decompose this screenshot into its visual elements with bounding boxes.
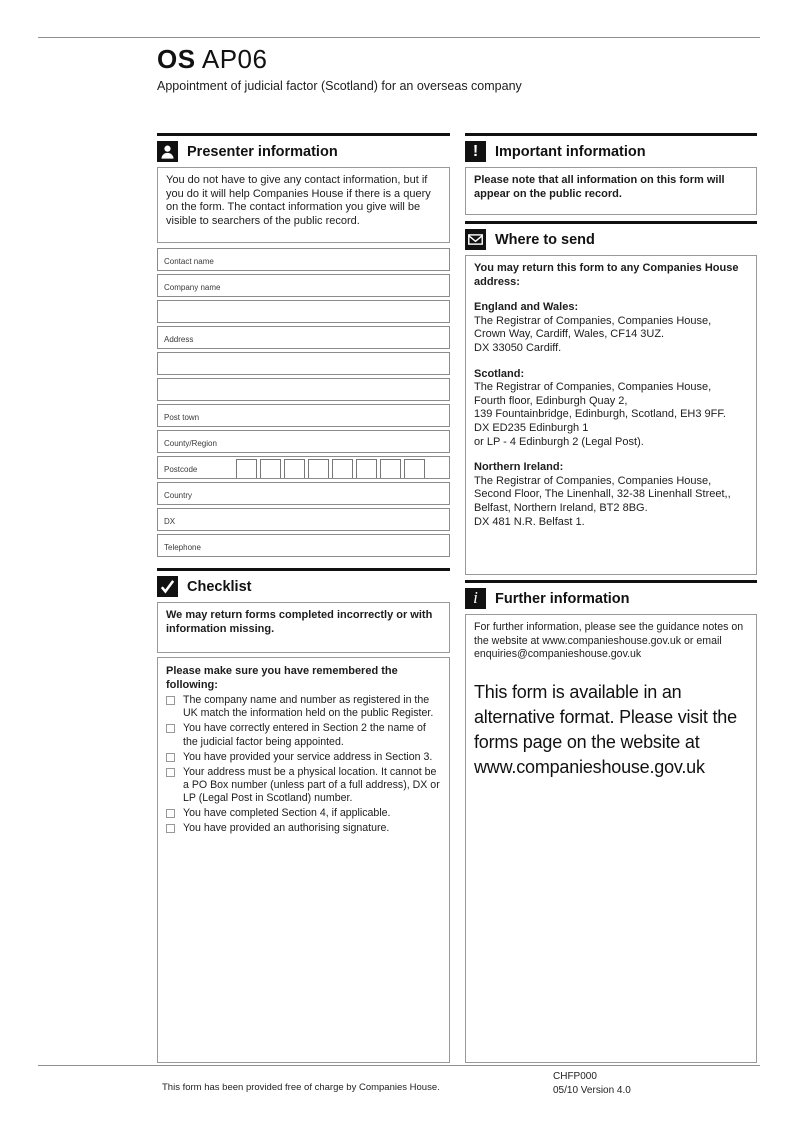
postcode-cell[interactable]	[236, 459, 257, 478]
important-section-header	[465, 133, 757, 167]
footer-version: 05/10 Version 4.0	[553, 1084, 631, 1096]
envelope-icon	[465, 229, 486, 250]
checklist-item	[166, 766, 440, 806]
field-county-region[interactable]	[157, 430, 450, 453]
checklist-item-text: The company name and number as registered in the UK match the information held on the public Register.	[183, 694, 434, 720]
further-info-box	[465, 614, 757, 1063]
field-label: Company name	[164, 283, 221, 292]
form-code	[157, 44, 522, 75]
postcode-cell[interactable]	[332, 459, 353, 478]
checklist-item-text: You have correctly entered in Section 2 the name of the judicial factor being appointed.	[183, 722, 426, 748]
checklist-section-title: Checklist	[187, 578, 252, 595]
postcode-cell[interactable]	[308, 459, 329, 478]
left-column	[157, 133, 450, 1063]
footer-rule	[38, 1065, 760, 1066]
postcode-cell[interactable]	[260, 459, 281, 478]
presenter-intro-text: You do not have to give any contact information, but if you do it will help Companies House if there is a query on the form. The contact information you give will be visible to searchers of the public record.	[166, 174, 431, 227]
field-country[interactable]	[157, 482, 450, 505]
address-line: DX 481 N.R. Belfast 1.	[474, 515, 585, 528]
checkbox[interactable]	[166, 753, 175, 762]
checklist-item	[166, 822, 440, 835]
person-icon	[157, 141, 178, 162]
page-top-rule	[38, 37, 760, 38]
field-label: Country	[164, 491, 193, 500]
address-region: England and Wales:	[474, 301, 579, 314]
checklist-item-text: Your address must be a physical location. It cannot be a PO Box number (unless part of a full address), DX or LP (Legal Post in Scotland) number.	[183, 765, 440, 805]
important-note-box	[465, 167, 757, 215]
presenter-section-header	[157, 133, 450, 167]
form-subtitle: Appointment of judicial factor (Scotland) for an overseas company	[157, 79, 522, 93]
checkbox[interactable]	[166, 824, 175, 833]
address-line: or LP - 4 Edinburgh 2 (Legal Post).	[474, 435, 644, 448]
where-to-send-section-header	[465, 221, 757, 255]
checklist-item-text: You have provided your service address in Section 3.	[183, 750, 433, 763]
postcode-cell[interactable]	[404, 459, 425, 478]
field-contact-name[interactable]	[157, 248, 450, 271]
guidance-text: For further information, please see the guidance notes on the website at www.companieshouse.gov.uk or email enquiries@companieshouse.gov.uk	[474, 621, 744, 661]
alternative-format-text: This form is available in an alternative format. Please visit the forms page on the website at www.companieshouse.gov.uk	[474, 681, 737, 777]
postcode-cell[interactable]	[356, 459, 377, 478]
address-line: The Registrar of Companies, Companies House,	[474, 474, 712, 487]
postcode-cells	[236, 459, 425, 478]
address-line: Crown Way, Cardiff, Wales, CF14 3UZ.	[474, 328, 665, 341]
address-line: Belfast, Northern Ireland, BT2 8BG.	[474, 501, 648, 514]
form-code-number: AP06	[201, 44, 268, 74]
address-line: DX ED235 Edinburgh 1	[474, 421, 589, 434]
form-title-block	[157, 44, 522, 93]
checklist-item-text: You have completed Section 4, if applicable.	[183, 807, 391, 820]
presenter-section-title: Presenter information	[187, 143, 338, 160]
checkbox[interactable]	[166, 696, 175, 705]
right-column	[465, 133, 757, 1063]
field-address[interactable]	[157, 326, 450, 349]
further-info-section-header	[465, 580, 757, 614]
address-line: DX 33050 Cardiff.	[474, 341, 562, 354]
field-label: DX	[164, 517, 176, 526]
checklist-warning-box	[157, 602, 450, 653]
field-address-line3[interactable]	[157, 378, 450, 401]
address-region: Northern Ireland:	[474, 461, 564, 474]
checkmark-icon	[157, 576, 178, 597]
address-northern-ireland	[474, 461, 747, 529]
field-company-name-line2[interactable]	[157, 300, 450, 323]
checklist-section-header	[157, 568, 450, 602]
postcode-cell[interactable]	[284, 459, 305, 478]
field-label: County/Region	[164, 439, 217, 448]
address-england-wales	[474, 301, 747, 355]
field-label: Address	[164, 335, 194, 344]
field-address-line2[interactable]	[157, 352, 450, 375]
field-dx[interactable]	[157, 508, 450, 531]
address-line: 139 Fountainbridge, Edinburgh, Scotland, EH3 9FF.	[474, 408, 726, 421]
presenter-intro-box	[157, 167, 450, 243]
footer-provided-text: This form has been provided free of charge by Companies House.	[162, 1082, 440, 1093]
checkbox[interactable]	[166, 768, 175, 777]
form-code-prefix: OS	[157, 44, 196, 74]
where-to-send-intro: You may return this form to any Companies House address:	[474, 262, 739, 288]
checklist-item	[166, 694, 440, 721]
exclamation-icon: !	[465, 141, 486, 162]
checklist-warning-text: We may return forms completed incorrectly or with information missing.	[166, 609, 433, 635]
info-italic-icon: i	[465, 588, 486, 609]
field-post-town[interactable]	[157, 404, 450, 427]
important-note-text: Please note that all information on this form will appear on the public record.	[474, 174, 725, 200]
where-to-send-section-title: Where to send	[495, 231, 595, 248]
field-label: Telephone	[164, 543, 201, 552]
checklist-item	[166, 751, 440, 764]
important-section-title: Important information	[495, 143, 646, 160]
footer-form-code: CHFP000	[553, 1071, 597, 1082]
address-line: Fourth floor, Edinburgh Quay 2,	[474, 394, 628, 407]
address-region: Scotland:	[474, 367, 525, 380]
field-company-name[interactable]	[157, 274, 450, 297]
field-label: Postcode	[164, 465, 198, 474]
checklist-item	[166, 722, 440, 749]
checklist-item-text: You have provided an authorising signature.	[183, 822, 390, 835]
address-line: Second Floor, The Linenhall, 32-38 Linenhall Street,,	[474, 488, 731, 501]
checklist-heading: Please make sure you have remembered the following:	[166, 665, 398, 691]
address-scotland	[474, 368, 747, 450]
checklist-items-box	[157, 657, 450, 1063]
further-info-section-title: Further information	[495, 590, 630, 607]
field-telephone[interactable]	[157, 534, 450, 557]
postcode-cell[interactable]	[380, 459, 401, 478]
presenter-fields	[157, 248, 450, 560]
address-line: The Registrar of Companies, Companies House,	[474, 381, 712, 394]
checkbox[interactable]	[166, 724, 175, 733]
address-line: The Registrar of Companies, Companies House,	[474, 314, 712, 327]
field-postcode[interactable]	[157, 456, 450, 479]
footer-version-block	[553, 1070, 631, 1097]
checklist-item	[166, 807, 440, 820]
field-label: Post town	[164, 413, 200, 422]
field-label: Contact name	[164, 257, 214, 266]
where-to-send-box	[465, 255, 757, 575]
checkbox[interactable]	[166, 809, 175, 818]
